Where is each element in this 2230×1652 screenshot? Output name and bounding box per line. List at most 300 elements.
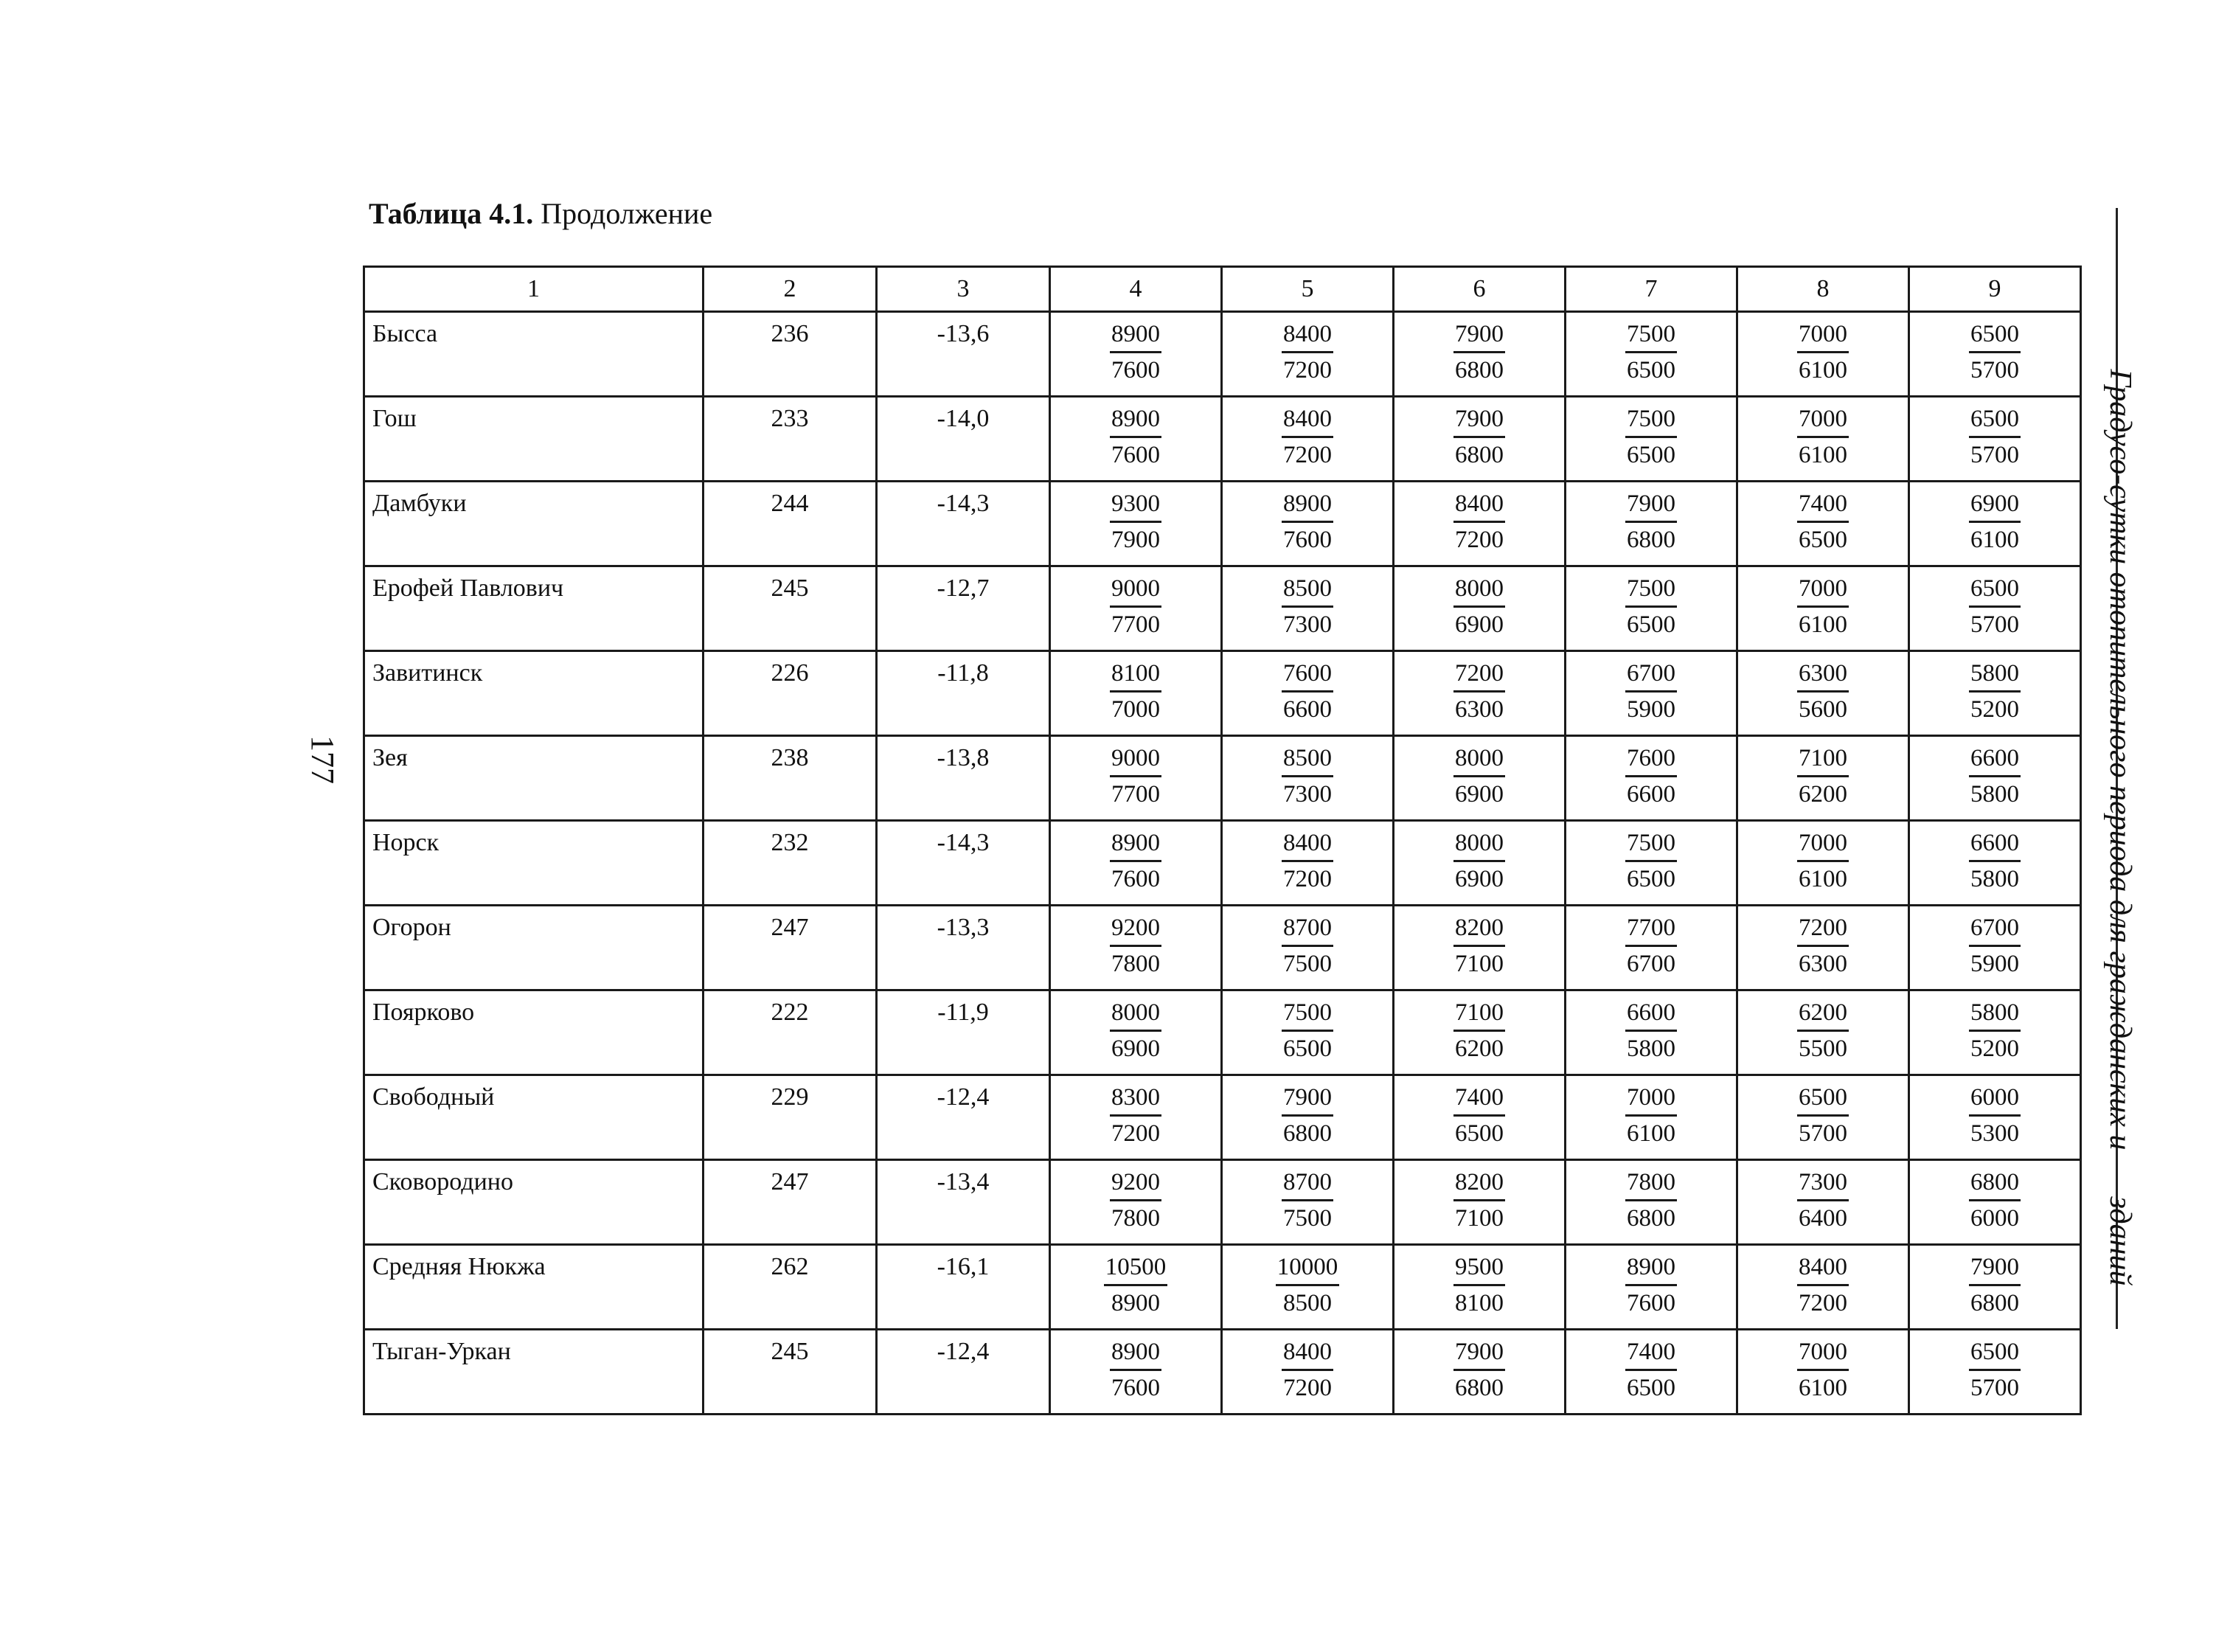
fraction-denominator: 5500	[1799, 1035, 1847, 1062]
fraction-numerator: 9000	[1110, 743, 1161, 777]
fraction-numerator: 8400	[1282, 403, 1333, 438]
degree-days-cell	[1909, 397, 2081, 482]
fraction-numerator: 7000	[1797, 403, 1849, 438]
fraction-numerator: 7900	[1453, 1336, 1505, 1371]
fraction-denominator: 7500	[1283, 1205, 1332, 1232]
temperature-cell: -11,9	[877, 990, 1050, 1075]
fraction-value	[1625, 658, 1677, 725]
degree-days-cell	[1909, 990, 2081, 1075]
table-caption	[369, 196, 712, 232]
fraction-numerator: 8000	[1453, 743, 1505, 777]
degree-days-cell	[1909, 1160, 2081, 1245]
degree-days-cell	[1394, 990, 1566, 1075]
fraction-denominator: 5200	[1970, 696, 2019, 723]
fraction-numerator: 7900	[1453, 403, 1505, 438]
days-cell: 262	[704, 1245, 877, 1330]
fraction-numerator: 7300	[1797, 1167, 1849, 1201]
fraction-numerator: 7500	[1625, 827, 1677, 862]
fraction-denominator: 7900	[1111, 527, 1160, 553]
fraction-denominator: 6800	[1627, 527, 1675, 553]
degree-days-cell	[1909, 566, 2081, 651]
fraction-value	[1110, 403, 1161, 471]
fraction-numerator: 6900	[1969, 488, 2021, 523]
fraction-numerator: 8700	[1282, 1167, 1333, 1201]
fraction-value	[1797, 743, 1849, 810]
temperature-cell: -12,7	[877, 566, 1050, 651]
degree-days-cell	[1050, 651, 1222, 736]
fraction-denominator: 7700	[1111, 781, 1160, 808]
degree-days-cell	[1737, 482, 1909, 566]
temperature-cell: -12,4	[877, 1330, 1050, 1415]
fraction-denominator: 5800	[1970, 781, 2019, 808]
degree-days-cell	[1737, 1075, 1909, 1160]
fraction-denominator: 6900	[1455, 611, 1504, 638]
fraction-numerator: 6500	[1969, 403, 2021, 438]
degree-days-cell	[1222, 1245, 1394, 1330]
fraction-denominator: 7200	[1455, 527, 1504, 553]
fraction-numerator: 8500	[1282, 743, 1333, 777]
column-header: 9	[1909, 267, 2081, 312]
degree-days-cell	[1566, 1075, 1737, 1160]
fraction-value	[1110, 997, 1161, 1064]
temperature-cell: -14,0	[877, 397, 1050, 482]
days-cell: 238	[704, 736, 877, 821]
degree-days-cell	[1566, 736, 1737, 821]
fraction-numerator: 7400	[1453, 1082, 1505, 1117]
fraction-numerator: 6700	[1625, 658, 1677, 693]
fraction-denominator: 7200	[1283, 357, 1332, 384]
fraction-value	[1969, 1252, 2021, 1319]
column-header: 5	[1222, 267, 1394, 312]
fraction-denominator: 6100	[1799, 1375, 1847, 1401]
fraction-denominator: 6100	[1970, 527, 2019, 553]
fraction-numerator: 9500	[1453, 1252, 1505, 1286]
fraction-denominator: 7600	[1111, 1375, 1160, 1401]
station-name-cell: Тыган-Уркан	[364, 1330, 704, 1415]
degree-days-cell	[1394, 312, 1566, 397]
fraction-numerator: 6500	[1797, 1082, 1849, 1117]
fraction-value	[1453, 997, 1505, 1064]
degree-days-cell	[1222, 1075, 1394, 1160]
station-name-cell: Поярково	[364, 990, 704, 1075]
fraction-value	[1625, 997, 1677, 1064]
station-name-cell: Завитинск	[364, 651, 704, 736]
fraction-denominator: 7600	[1111, 442, 1160, 468]
fraction-denominator: 6800	[1455, 1375, 1504, 1401]
fraction-value	[1625, 1252, 1677, 1319]
fraction-numerator: 10000	[1276, 1252, 1340, 1286]
fraction-numerator: 8900	[1282, 488, 1333, 523]
fraction-denominator: 7100	[1455, 1205, 1504, 1232]
degree-days-cell	[1050, 566, 1222, 651]
degree-days-cell	[1909, 1330, 2081, 1415]
station-name-cell: Свободный	[364, 1075, 704, 1160]
temperature-cell: -13,8	[877, 736, 1050, 821]
fraction-denominator: 6200	[1455, 1035, 1504, 1062]
fraction-numerator: 7500	[1282, 997, 1333, 1032]
fraction-denominator: 7200	[1283, 866, 1332, 892]
fraction-numerator: 8900	[1110, 319, 1161, 353]
fraction-numerator: 6600	[1969, 827, 2021, 862]
fraction-numerator: 8200	[1453, 1167, 1505, 1201]
fraction-value	[1625, 1336, 1677, 1403]
fraction-denominator: 7800	[1111, 951, 1160, 977]
degree-days-cell	[1566, 566, 1737, 651]
fraction-denominator: 5600	[1799, 696, 1847, 723]
degree-days-cell	[1566, 821, 1737, 906]
column-header: 1	[364, 267, 704, 312]
fraction-denominator: 6800	[1455, 442, 1504, 468]
fraction-denominator: 6500	[1799, 527, 1847, 553]
fraction-denominator: 6500	[1627, 357, 1675, 384]
degree-days-cell	[1222, 906, 1394, 990]
temperature-cell: -13,3	[877, 906, 1050, 990]
fraction-value	[1282, 488, 1333, 555]
degree-days-cell	[1737, 821, 1909, 906]
fraction-denominator: 7100	[1455, 951, 1504, 977]
fraction-value	[1797, 997, 1849, 1064]
station-name-cell: Огорон	[364, 906, 704, 990]
fraction-denominator: 7600	[1111, 357, 1160, 384]
fraction-denominator: 6800	[1283, 1120, 1332, 1147]
fraction-value	[1797, 1167, 1849, 1234]
degree-days-cell	[1566, 1245, 1737, 1330]
days-cell: 245	[704, 566, 877, 651]
fraction-value	[1282, 658, 1333, 725]
fraction-numerator: 7500	[1625, 403, 1677, 438]
fraction-numerator: 8400	[1453, 488, 1505, 523]
fraction-denominator: 6300	[1799, 951, 1847, 977]
fraction-value	[1453, 827, 1505, 895]
fraction-numerator: 6300	[1797, 658, 1849, 693]
fraction-denominator: 5700	[1970, 611, 2019, 638]
degree-days-cell	[1909, 312, 2081, 397]
degree-days-cell	[1050, 736, 1222, 821]
fraction-denominator: 6500	[1627, 442, 1675, 468]
degree-days-cell	[1909, 736, 2081, 821]
fraction-denominator: 6700	[1627, 951, 1675, 977]
fraction-denominator: 6100	[1627, 1120, 1675, 1147]
fraction-denominator: 6100	[1799, 611, 1847, 638]
fraction-numerator: 7400	[1797, 488, 1849, 523]
fraction-denominator: 6100	[1799, 357, 1847, 384]
fraction-denominator: 6600	[1627, 781, 1675, 808]
degree-days-cell	[1222, 821, 1394, 906]
table-row	[364, 1245, 2081, 1330]
fraction-value	[1797, 403, 1849, 471]
fraction-value	[1282, 1082, 1333, 1149]
degree-days-cell	[1737, 397, 1909, 482]
fraction-value	[1969, 743, 2021, 810]
fraction-numerator: 7000	[1797, 1336, 1849, 1371]
fraction-value	[1969, 573, 2021, 640]
degree-days-cell	[1737, 990, 1909, 1075]
fraction-value	[1453, 488, 1505, 555]
column-header: 2	[704, 267, 877, 312]
degree-days-cell	[1909, 1075, 2081, 1160]
fraction-value	[1282, 827, 1333, 895]
fraction-value	[1969, 1336, 2021, 1403]
table-row	[364, 482, 2081, 566]
fraction-denominator: 6200	[1799, 781, 1847, 808]
fraction-value	[1625, 827, 1677, 895]
fraction-denominator: 5800	[1627, 1035, 1675, 1062]
degree-days-cell	[1050, 990, 1222, 1075]
fraction-value	[1453, 319, 1505, 386]
fraction-numerator: 8100	[1110, 658, 1161, 693]
fraction-numerator: 7600	[1625, 743, 1677, 777]
degree-days-cell	[1222, 736, 1394, 821]
fraction-value	[1625, 912, 1677, 979]
degree-days-cell	[1737, 1330, 1909, 1415]
degree-days-cell	[1737, 1245, 1909, 1330]
table-row	[364, 312, 2081, 397]
fraction-denominator: 6900	[1111, 1035, 1160, 1062]
fraction-denominator: 6500	[1455, 1120, 1504, 1147]
fraction-value	[1453, 403, 1505, 471]
degree-days-cell	[1909, 1245, 2081, 1330]
degree-days-cell	[1222, 397, 1394, 482]
column-header: 4	[1050, 267, 1222, 312]
column-header: 8	[1737, 267, 1909, 312]
fraction-numerator: 7600	[1282, 658, 1333, 693]
fraction-value	[1453, 573, 1505, 640]
fraction-value	[1625, 403, 1677, 471]
fraction-numerator: 7900	[1282, 1082, 1333, 1117]
fraction-value	[1969, 997, 2021, 1064]
fraction-denominator: 6500	[1627, 611, 1675, 638]
fraction-value	[1625, 573, 1677, 640]
fraction-numerator: 8400	[1282, 1336, 1333, 1371]
side-running-title-end: зданий	[2103, 1196, 2137, 1286]
temperature-cell: -13,4	[877, 1160, 1050, 1245]
fraction-value	[1969, 1082, 2021, 1149]
degree-days-cell	[1566, 990, 1737, 1075]
fraction-numerator: 5800	[1969, 658, 2021, 693]
degree-days-cell	[1909, 482, 2081, 566]
fraction-value	[1797, 827, 1849, 895]
fraction-denominator: 5200	[1970, 1035, 2019, 1062]
fraction-denominator: 6600	[1283, 696, 1332, 723]
degree-days-cell	[1050, 1075, 1222, 1160]
fraction-denominator: 6500	[1627, 1375, 1675, 1401]
fraction-numerator: 8700	[1282, 912, 1333, 947]
fraction-denominator: 6400	[1799, 1205, 1847, 1232]
temperature-cell: -12,4	[877, 1075, 1050, 1160]
fraction-value	[1797, 1336, 1849, 1403]
fraction-numerator: 8900	[1110, 1336, 1161, 1371]
fraction-numerator: 7900	[1969, 1252, 2021, 1286]
fraction-value	[1282, 743, 1333, 810]
fraction-denominator: 8900	[1111, 1290, 1160, 1316]
days-cell: 222	[704, 990, 877, 1075]
days-cell: 233	[704, 397, 877, 482]
fraction-denominator: 5800	[1970, 866, 2019, 892]
fraction-numerator: 6500	[1969, 319, 2021, 353]
fraction-numerator: 6600	[1625, 997, 1677, 1032]
temperature-cell: -14,3	[877, 482, 1050, 566]
degree-days-cell	[1222, 1330, 1394, 1415]
fraction-value	[1453, 1167, 1505, 1234]
fraction-numerator: 7900	[1625, 488, 1677, 523]
side-running-title: Градусо-сутки отопительного периода для гражданских и	[2103, 369, 2137, 1150]
fraction-denominator: 6800	[1455, 357, 1504, 384]
fraction-denominator: 7200	[1111, 1120, 1160, 1147]
page-number: 177	[305, 735, 341, 784]
degree-days-cell	[1222, 990, 1394, 1075]
fraction-value	[1969, 488, 2021, 555]
fraction-numerator: 10500	[1104, 1252, 1168, 1286]
column-header: 7	[1566, 267, 1737, 312]
degree-days-cell	[1737, 906, 1909, 990]
fraction-denominator: 5900	[1970, 951, 2019, 977]
fraction-numerator: 6500	[1969, 573, 2021, 608]
fraction-denominator: 7600	[1111, 866, 1160, 892]
column-header: 6	[1394, 267, 1566, 312]
station-name-cell: Сковородино	[364, 1160, 704, 1245]
station-name-cell: Норск	[364, 821, 704, 906]
fraction-numerator: 9200	[1110, 912, 1161, 947]
fraction-denominator: 6100	[1799, 866, 1847, 892]
fraction-value	[1625, 488, 1677, 555]
degree-days-cell	[1394, 1075, 1566, 1160]
table-caption-text: Продолжение	[541, 197, 713, 230]
degree-days-cell	[1222, 566, 1394, 651]
degree-days-cell	[1050, 397, 1222, 482]
fraction-value	[1453, 912, 1505, 979]
station-name-cell: Зея	[364, 736, 704, 821]
fraction-numerator: 7400	[1625, 1336, 1677, 1371]
fraction-denominator: 6300	[1455, 696, 1504, 723]
fraction-value	[1282, 403, 1333, 471]
degree-days-cell	[1394, 906, 1566, 990]
fraction-denominator: 6900	[1455, 866, 1504, 892]
table-row	[364, 906, 2081, 990]
fraction-numerator: 8500	[1282, 573, 1333, 608]
degree-days-cell	[1394, 1330, 1566, 1415]
fraction-numerator: 6000	[1969, 1082, 2021, 1117]
fraction-value	[1110, 1167, 1161, 1234]
fraction-numerator: 6500	[1969, 1336, 2021, 1371]
fraction-denominator: 5700	[1970, 1375, 2019, 1401]
fraction-value	[1110, 1336, 1161, 1403]
fraction-value	[1453, 743, 1505, 810]
fraction-value	[1969, 912, 2021, 979]
fraction-numerator: 7100	[1797, 743, 1849, 777]
fraction-value	[1110, 827, 1161, 895]
degree-days-cell	[1737, 312, 1909, 397]
table-row	[364, 990, 2081, 1075]
fraction-numerator: 7900	[1453, 319, 1505, 353]
fraction-value	[1797, 1082, 1849, 1149]
fraction-denominator: 7300	[1283, 611, 1332, 638]
fraction-value	[1104, 1252, 1168, 1319]
degree-days-cell	[1737, 651, 1909, 736]
fraction-value	[1282, 1336, 1333, 1403]
fraction-denominator: 5700	[1970, 442, 2019, 468]
fraction-value	[1282, 912, 1333, 979]
degree-days-cell	[1394, 397, 1566, 482]
fraction-denominator: 7800	[1111, 1205, 1160, 1232]
fraction-numerator: 8400	[1282, 827, 1333, 862]
fraction-denominator: 7200	[1799, 1290, 1847, 1316]
fraction-value	[1625, 1167, 1677, 1234]
fraction-denominator: 5700	[1799, 1120, 1847, 1147]
fraction-numerator: 6600	[1969, 743, 2021, 777]
fraction-denominator: 6900	[1455, 781, 1504, 808]
column-header: 3	[877, 267, 1050, 312]
days-cell: 247	[704, 906, 877, 990]
fraction-value	[1797, 658, 1849, 725]
fraction-denominator: 5300	[1970, 1120, 2019, 1147]
fraction-value	[1282, 1167, 1333, 1234]
fraction-value	[1110, 573, 1161, 640]
fraction-value	[1797, 319, 1849, 386]
degree-days-cell	[1050, 1245, 1222, 1330]
fraction-value	[1282, 997, 1333, 1064]
degree-days-cell	[1909, 821, 2081, 906]
degree-days-cell	[1566, 906, 1737, 990]
fraction-numerator: 7500	[1625, 319, 1677, 353]
table-row	[364, 651, 2081, 736]
fraction-value	[1797, 573, 1849, 640]
fraction-denominator: 5700	[1970, 357, 2019, 384]
degree-days-cell	[1222, 312, 1394, 397]
days-cell: 245	[704, 1330, 877, 1415]
fraction-value	[1625, 1082, 1677, 1149]
fraction-denominator: 7000	[1111, 696, 1160, 723]
days-cell: 232	[704, 821, 877, 906]
fraction-numerator: 7000	[1797, 319, 1849, 353]
fraction-numerator: 8400	[1282, 319, 1333, 353]
temperature-cell: -14,3	[877, 821, 1050, 906]
fraction-numerator: 8300	[1110, 1082, 1161, 1117]
degree-days-cell	[1566, 1330, 1737, 1415]
station-name-cell: Средняя Нюкжа	[364, 1245, 704, 1330]
fraction-denominator: 6100	[1799, 442, 1847, 468]
fraction-numerator: 9000	[1110, 573, 1161, 608]
fraction-denominator: 7600	[1627, 1290, 1675, 1316]
degree-days-cell	[1566, 1160, 1737, 1245]
fraction-numerator: 8900	[1110, 827, 1161, 862]
degree-days-cell	[1394, 482, 1566, 566]
degree-days-cell	[1222, 482, 1394, 566]
fraction-value	[1969, 1167, 2021, 1234]
fraction-numerator: 8900	[1625, 1252, 1677, 1286]
station-name-cell: Гош	[364, 397, 704, 482]
table-row	[364, 821, 2081, 906]
degree-days-cell	[1050, 312, 1222, 397]
fraction-numerator: 7100	[1453, 997, 1505, 1032]
degree-days-cell	[1394, 821, 1566, 906]
fraction-value	[1110, 319, 1161, 386]
temperature-cell: -11,8	[877, 651, 1050, 736]
degree-days-cell	[1050, 1330, 1222, 1415]
fraction-value	[1282, 319, 1333, 386]
days-cell: 236	[704, 312, 877, 397]
fraction-denominator: 7500	[1283, 951, 1332, 977]
degree-days-cell	[1394, 651, 1566, 736]
degree-days-cell	[1394, 1160, 1566, 1245]
fraction-value	[1969, 658, 2021, 725]
fraction-numerator: 9300	[1110, 488, 1161, 523]
station-name-cell: Бысса	[364, 312, 704, 397]
station-name-cell: Дамбуки	[364, 482, 704, 566]
fraction-numerator: 7700	[1625, 912, 1677, 947]
fraction-value	[1625, 743, 1677, 810]
fraction-denominator: 6500	[1627, 866, 1675, 892]
station-name-cell: Ерофей Павлович	[364, 566, 704, 651]
